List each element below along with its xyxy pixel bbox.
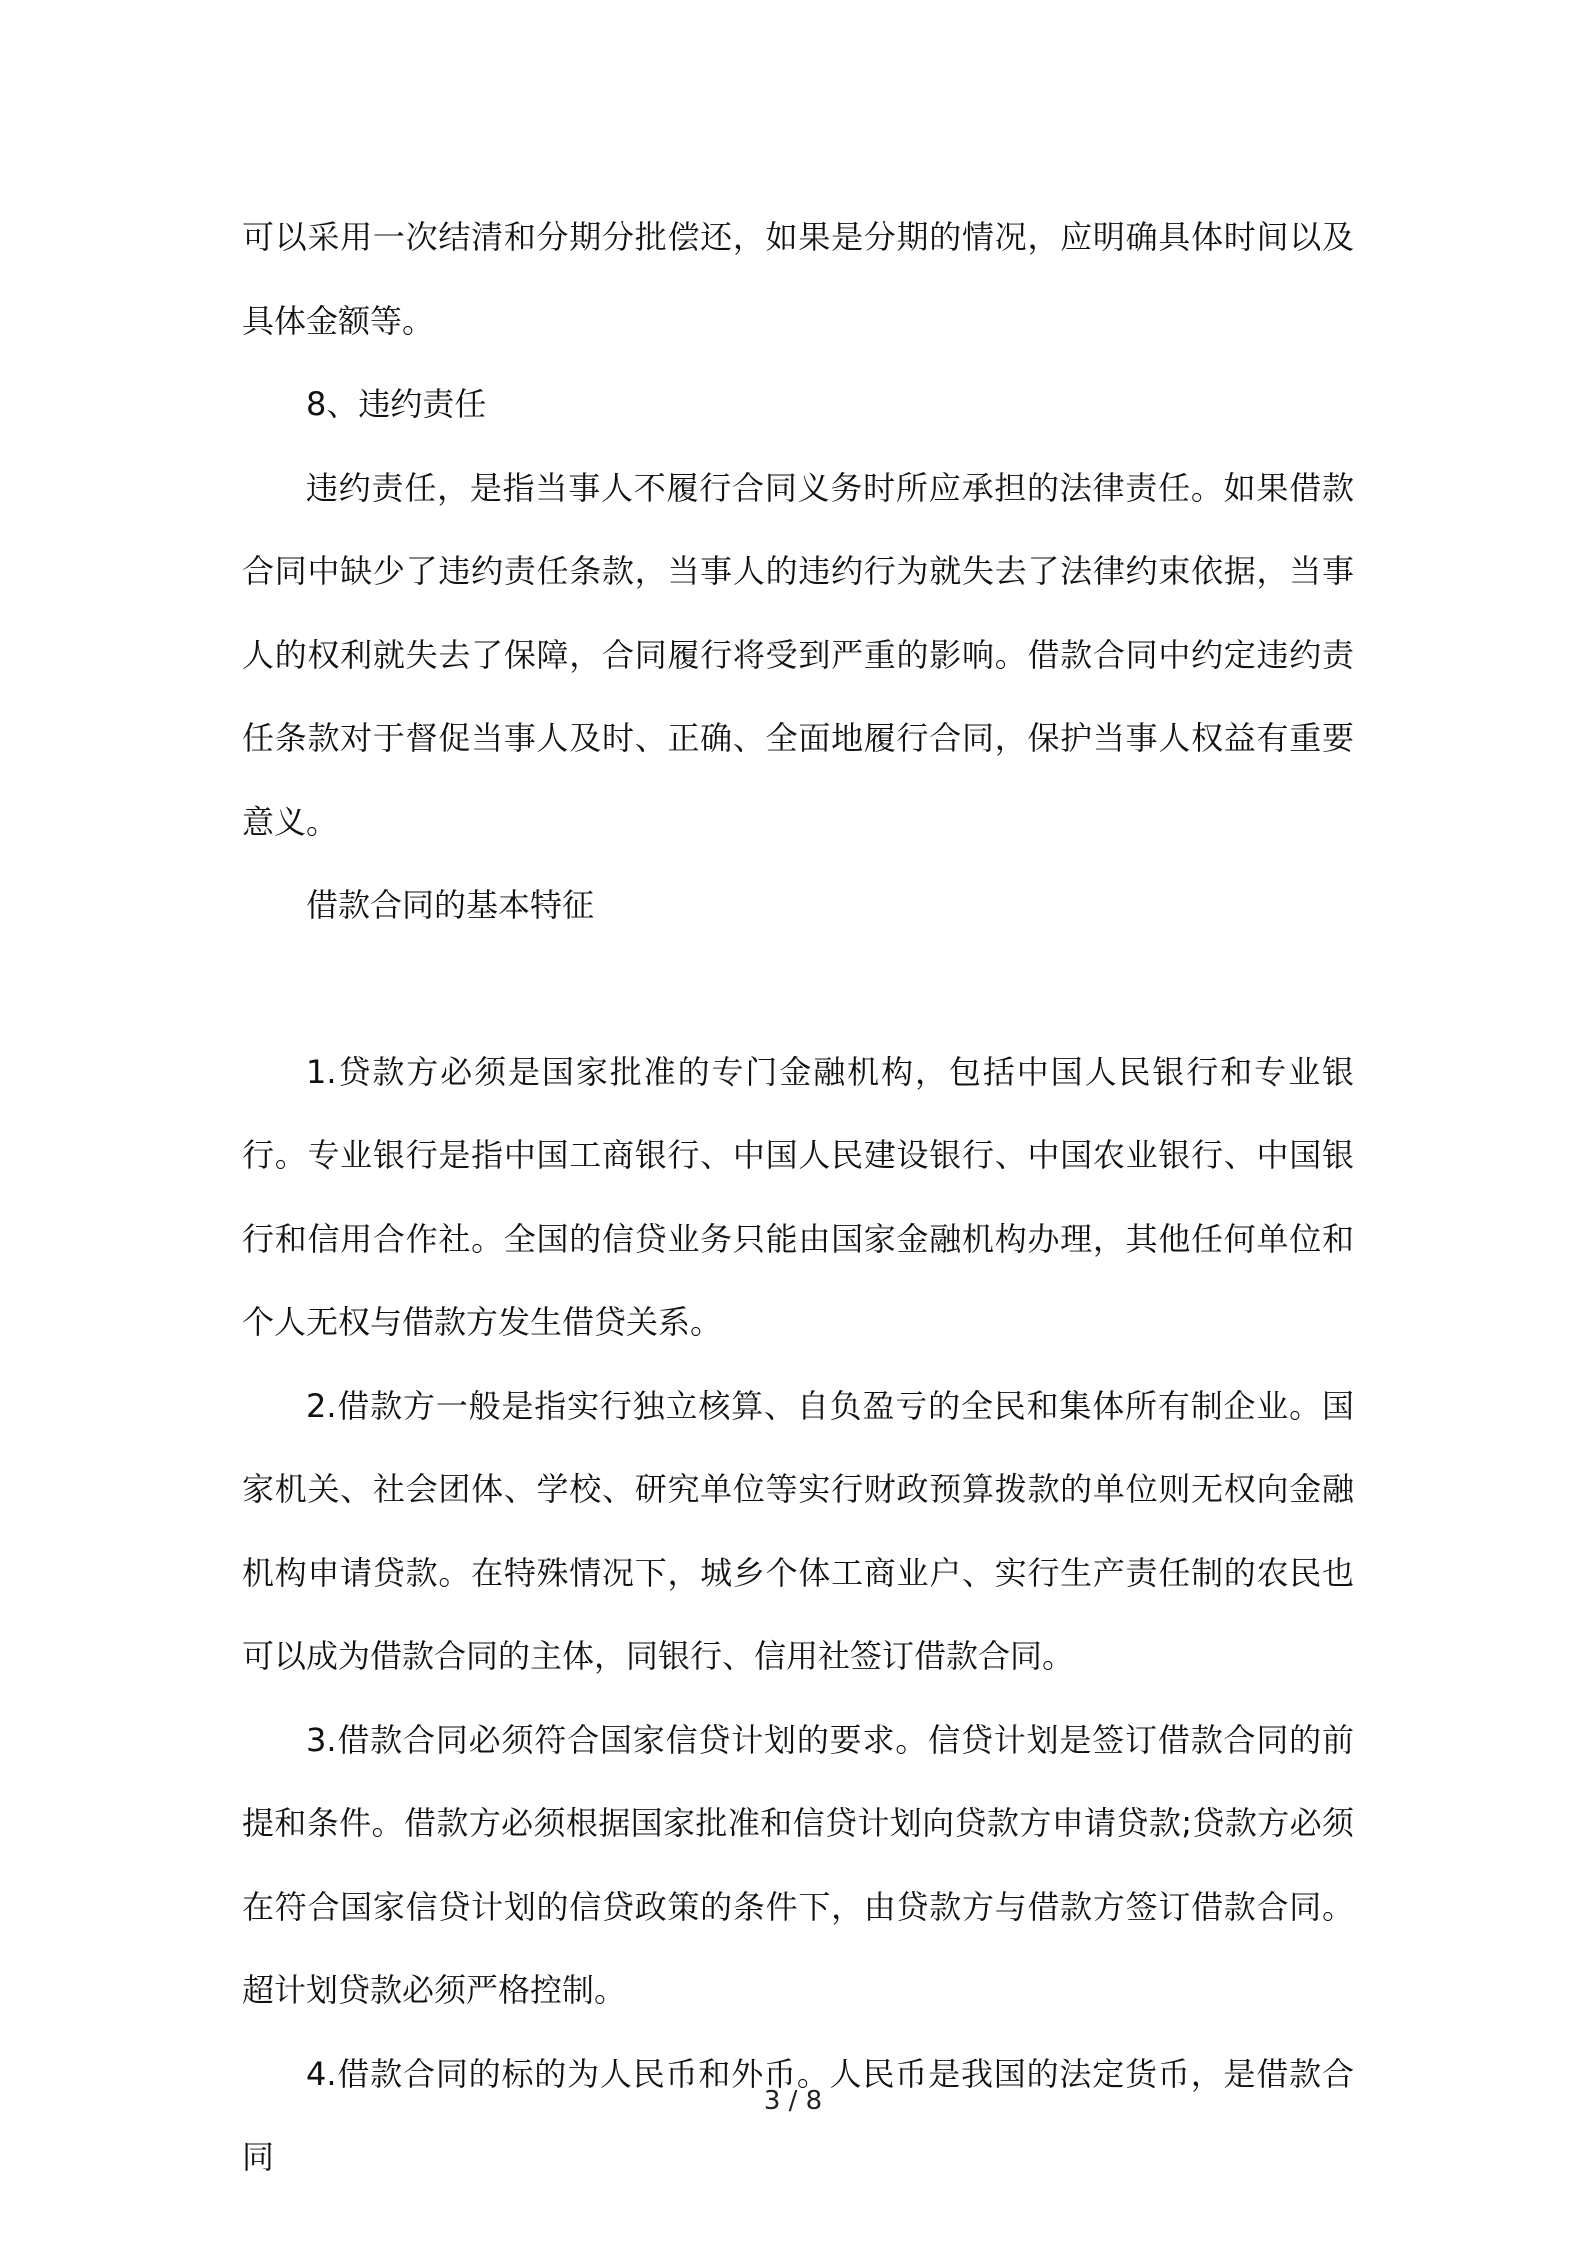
heading-breach-liability: 8、违约责任 [306,385,487,423]
paragraph-feature-1: 1.贷款方必须是国家批准的专门金融机构，包括中国人民银行和专业银行。专业银行是指中国工商银行、中国人民建设银行、中国农业银行、中国银行和信用合作社。全国的信贷业务只能由国家金融机构办理，其他任何单位和个人无权与借款方发生借贷关系。 [242,1052,1354,1341]
document-body [242,196,1354,2200]
heading-basic-features: 借款合同的基本特征 [306,886,595,924]
paragraph-feature-3: 3.借款合同必须符合国家信贷计划的要求。信贷计划是签订借款合同的前提和条件。借款方必须根据国家批准和信贷计划向贷款方申请贷款;贷款方必须在符合国家信贷计划的信贷政策的条件下，由贷款方与借款方签订借款合同。超计划贷款必须严格控制。 [242,1720,1354,2009]
paragraph-feature-2: 2.借款方一般是指实行独立核算、自负盈亏的全民和集体所有制企业。国家机关、社会团体、学校、研究单位等实行财政预算拨款的单位则无权向金融机构申请贷款。在特殊情况下，城乡个体工商业户、实行生产责任制的农民也可以成为借款合同的主体，同银行、信用社签订借款合同。 [242,1386,1354,1675]
paragraph-repayment-continued: 可以采用一次结清和分期分批偿还，如果是分期的情况，应明确具体时间以及具体金额等。 [242,218,1354,340]
page-number: 3 / 8 [763,2086,823,2116]
paragraph-breach-liability: 违约责任，是指当事人不履行合同义务时所应承担的法律责任。如果借款合同中缺少了违约责任条款，当事人的违约行为就失去了法律约束依据，当事人的权利就失去了保障，合同履行将受到严重的影响。借款合同中约定违约责任条款对于督促当事人及时、正确、全面地履行合同，保护当事人权益有重要意义。 [242,468,1354,841]
paragraph-feature-4: 4.借款合同的标的为人民币和外币。人民币是我国的法定货币，是借款合同 [242,2054,1354,2176]
